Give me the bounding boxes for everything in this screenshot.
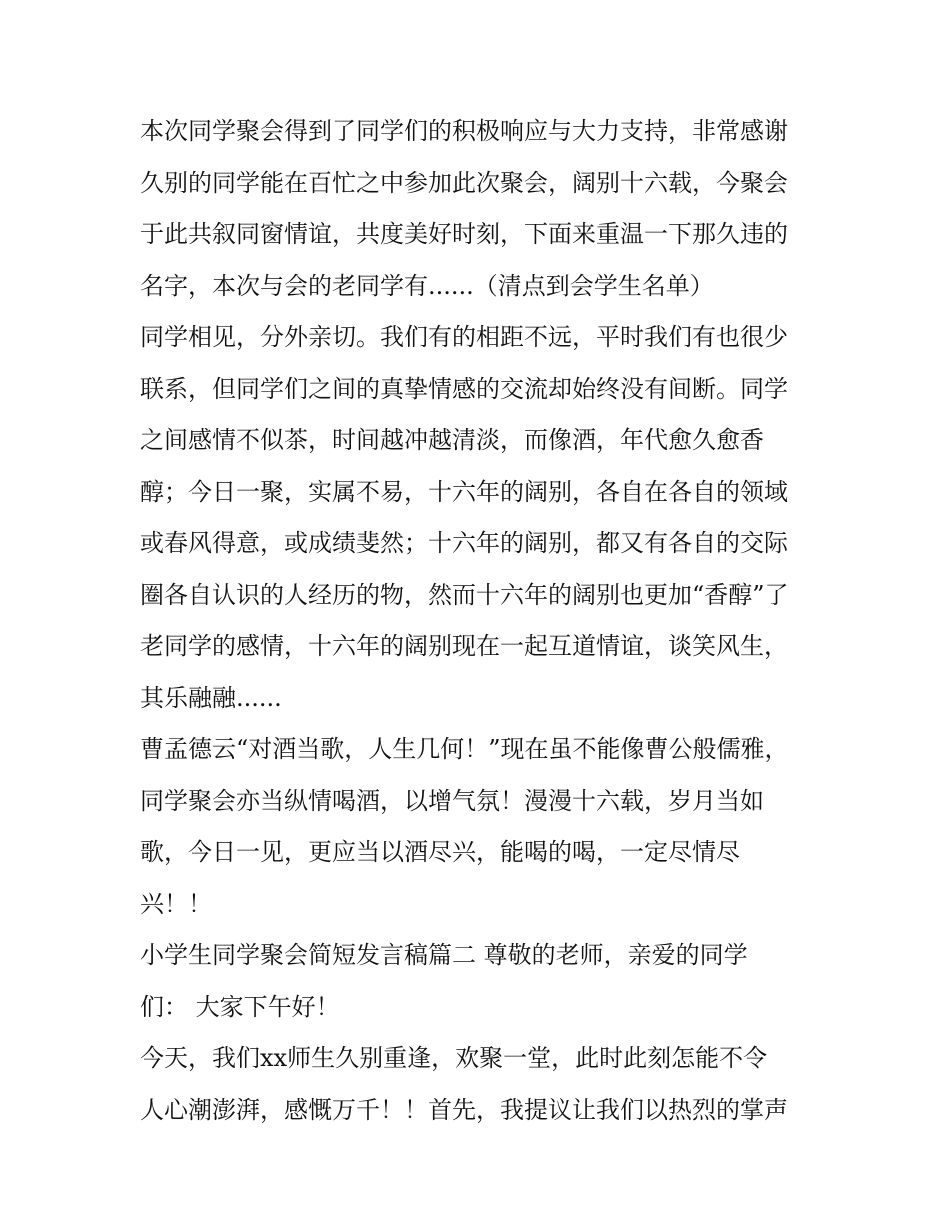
text-line: 久别的同学能在百忙之中参加此次聚会，阔别十六载，今聚会 [140, 168, 788, 197]
text-line: 其乐融融...... [140, 683, 282, 712]
text-line: 之间感情不似茶，时间越冲越清淡，而像酒，年代愈久愈香 [140, 426, 764, 454]
text-line: 醇；今日一聚，实属不易，十六年的阔别，各自在各自的领域 [140, 477, 788, 506]
text-line: 们： 大家下午好！ [140, 992, 340, 1021]
text-line: 今天，我们xx师生久别重逢，欢聚一堂，此时此刻怎能不令 [140, 1044, 768, 1072]
text-line: 同学相见，分外亲切。我们有的相距不远，平时我们有也很少 [140, 323, 788, 351]
text-line: 本次同学聚会得到了同学们的积极响应与大力支持，非常感谢 [140, 117, 788, 145]
text-line: 小学生同学聚会简短发言稿篇二 尊敬的老师，亲爱的同学 [140, 941, 748, 969]
text-line: 名字，本次与会的老同学有......（清点到会学生名单） [140, 271, 714, 300]
text-line: 于此共叙同窗情谊，共度美好时刻，下面来重温一下那久违的 [140, 220, 788, 248]
text-line: 老同学的感情，十六年的阔别现在一起互道情谊，谈笑风生， [140, 632, 788, 660]
document-body [140, 106, 830, 1136]
text-line: 圈各自认识的人经历的物，然而十六年的阔别也更加“香醇”了 [140, 580, 789, 609]
text-line: 兴！！ [140, 889, 212, 918]
text-line: 曹孟德云“对酒当歌，人生几何！”现在虽不能像曹公般儒雅， [140, 735, 789, 763]
text-line: 联系，但同学们之间的真挚情感的交流却始终没有间断。同学 [140, 374, 788, 403]
text-line: 同学聚会亦当纵情喝酒，以增气氛！漫漫十六载，岁月当如 [140, 786, 764, 815]
text-line: 人心潮澎湃，感慨万千！！首先，我提议让我们以热烈的掌声 [140, 1095, 788, 1124]
text-line: 或春风得意，或成绩斐然；十六年的阔别，都又有各自的交际 [140, 529, 788, 557]
text-line: 歌，今日一见，更应当以酒尽兴，能喝的喝，一定尽情尽 [140, 838, 740, 866]
